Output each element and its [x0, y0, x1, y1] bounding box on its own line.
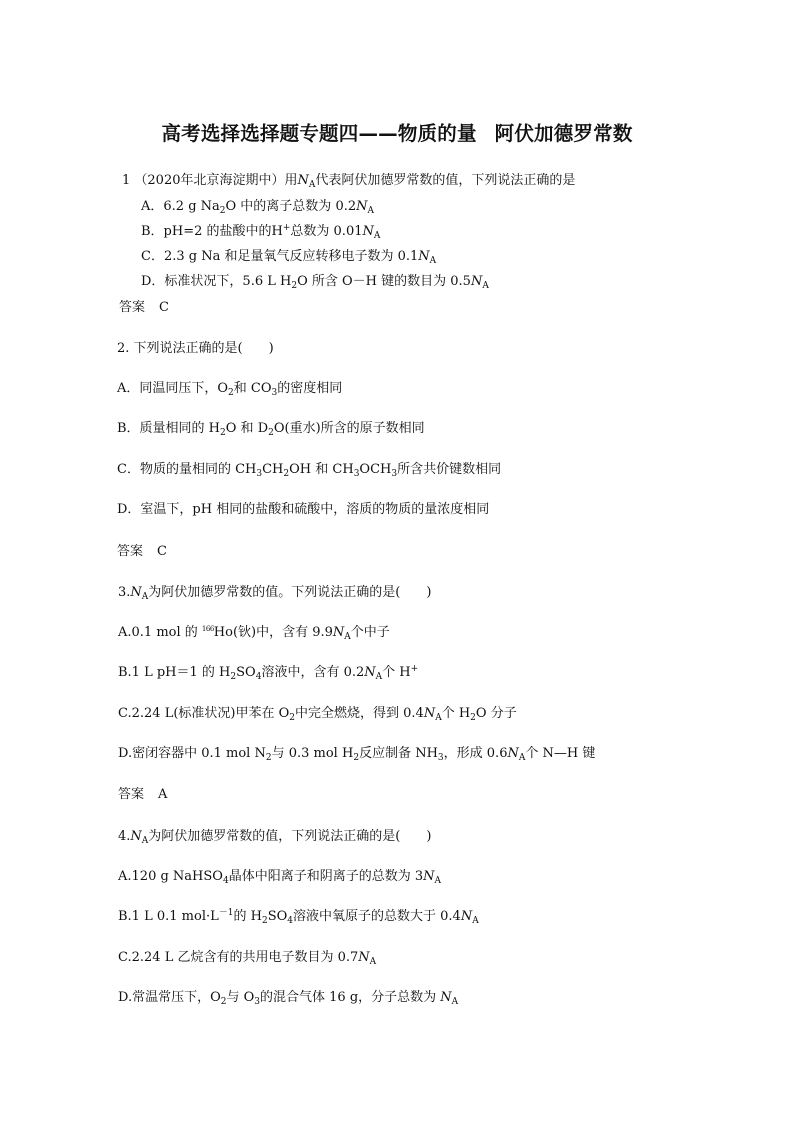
q3-option-c: C.2.24 L(标准状况)甲苯在 $O_2$中完全燃烧，得到 $0.4N_A$个 $H_2O$ 分子	[118, 706, 517, 723]
q3-answer: 答案 A	[118, 787, 168, 802]
q3-stem: $3.N_A$为阿伏加德罗常数的值。下列说法正确的是( )	[118, 585, 432, 602]
q2-option-b: B．质量相同的 $H_2O$ 和 $D_2O$(重水)所含的原子数相同	[117, 421, 425, 438]
title-part-2: 阿伏加德罗常数	[494, 122, 633, 145]
q4-option-a: A.120 g NaHSO$_4$晶体中阳离子和阴离子的总数为 $3N_A$	[118, 869, 441, 886]
q2-answer: 答案 C	[117, 544, 167, 559]
q4-stem: $4.N_A$为阿伏加德罗常数的值，下列说法正确的是( )	[118, 829, 432, 846]
q1-option-a: A．6.2 g $Na_2O$ 中的离子总数为 $0.2N_A$	[141, 199, 374, 216]
q1-stem: 1 （2020年北京海淀期中）用$N_A$代表阿伏加德罗常数的值，下列说法正确的是	[122, 173, 576, 190]
q1-option-d: D．标准状况下，5.6 L $H_2O$ 所含 O－H 键的数目为 $0.5N_A$	[141, 274, 489, 291]
q2-option-a: A．同温同压下，$O_2$和 $CO_3$的密度相同	[117, 381, 343, 398]
q2-option-d: D．室温下，pH 相同的盐酸和硫酸中，溶质的物质的量浓度相同	[117, 502, 490, 517]
q1-option-c: C．2.3 g Na 和足量氧气反应转移电子数为 $0.1N_A$	[141, 249, 437, 266]
q2-stem: 2. 下列说法正确的是( )	[117, 341, 274, 356]
q4-option-c: C.2.24 L 乙烷含有的共用电子数目为 $0.7N_A$	[118, 950, 377, 967]
q1-answer: 答案 C	[119, 300, 169, 315]
title-part-1: 高考选择选择题专题四——物质的量	[161, 122, 477, 145]
q1-option-b: B．pH=2 的盐酸中的H+总数为 $0.01N_A$	[141, 223, 381, 241]
q4-option-d: D.常温常压下，$O_2$与 $O_3$的混合气体 16 g，分子总数为 $N_A$	[118, 990, 459, 1007]
q3-option-b: B.1 L pH＝1 的 $H_2SO_4$溶液中，含有 $0.2N_A$个 H+	[118, 664, 419, 682]
q4-option-b: B.1 L 0.1 $mol\cdot L^{-1}$的 $H_2SO_4$溶液中氧原子的总数大于 $0.4N_A$	[118, 908, 479, 926]
q3-option-a: A.0.1 mol 的 $^{166}$Ho(钬)中，含有 $9.9N_A$个中子	[118, 625, 390, 642]
q2-option-c: C．物质的量相同的 $CH_3CH_2OH$ 和 $CH_3OCH_3$所含共价键数相同	[117, 462, 502, 479]
page-title	[0, 118, 794, 146]
q3-option-d: D.密闭容器中 0.1 mol $N_2$与 0.3 mol $H_2$反应制备 $NH_3$，形成 $0.6N_A$个 N—H 键	[118, 746, 596, 763]
